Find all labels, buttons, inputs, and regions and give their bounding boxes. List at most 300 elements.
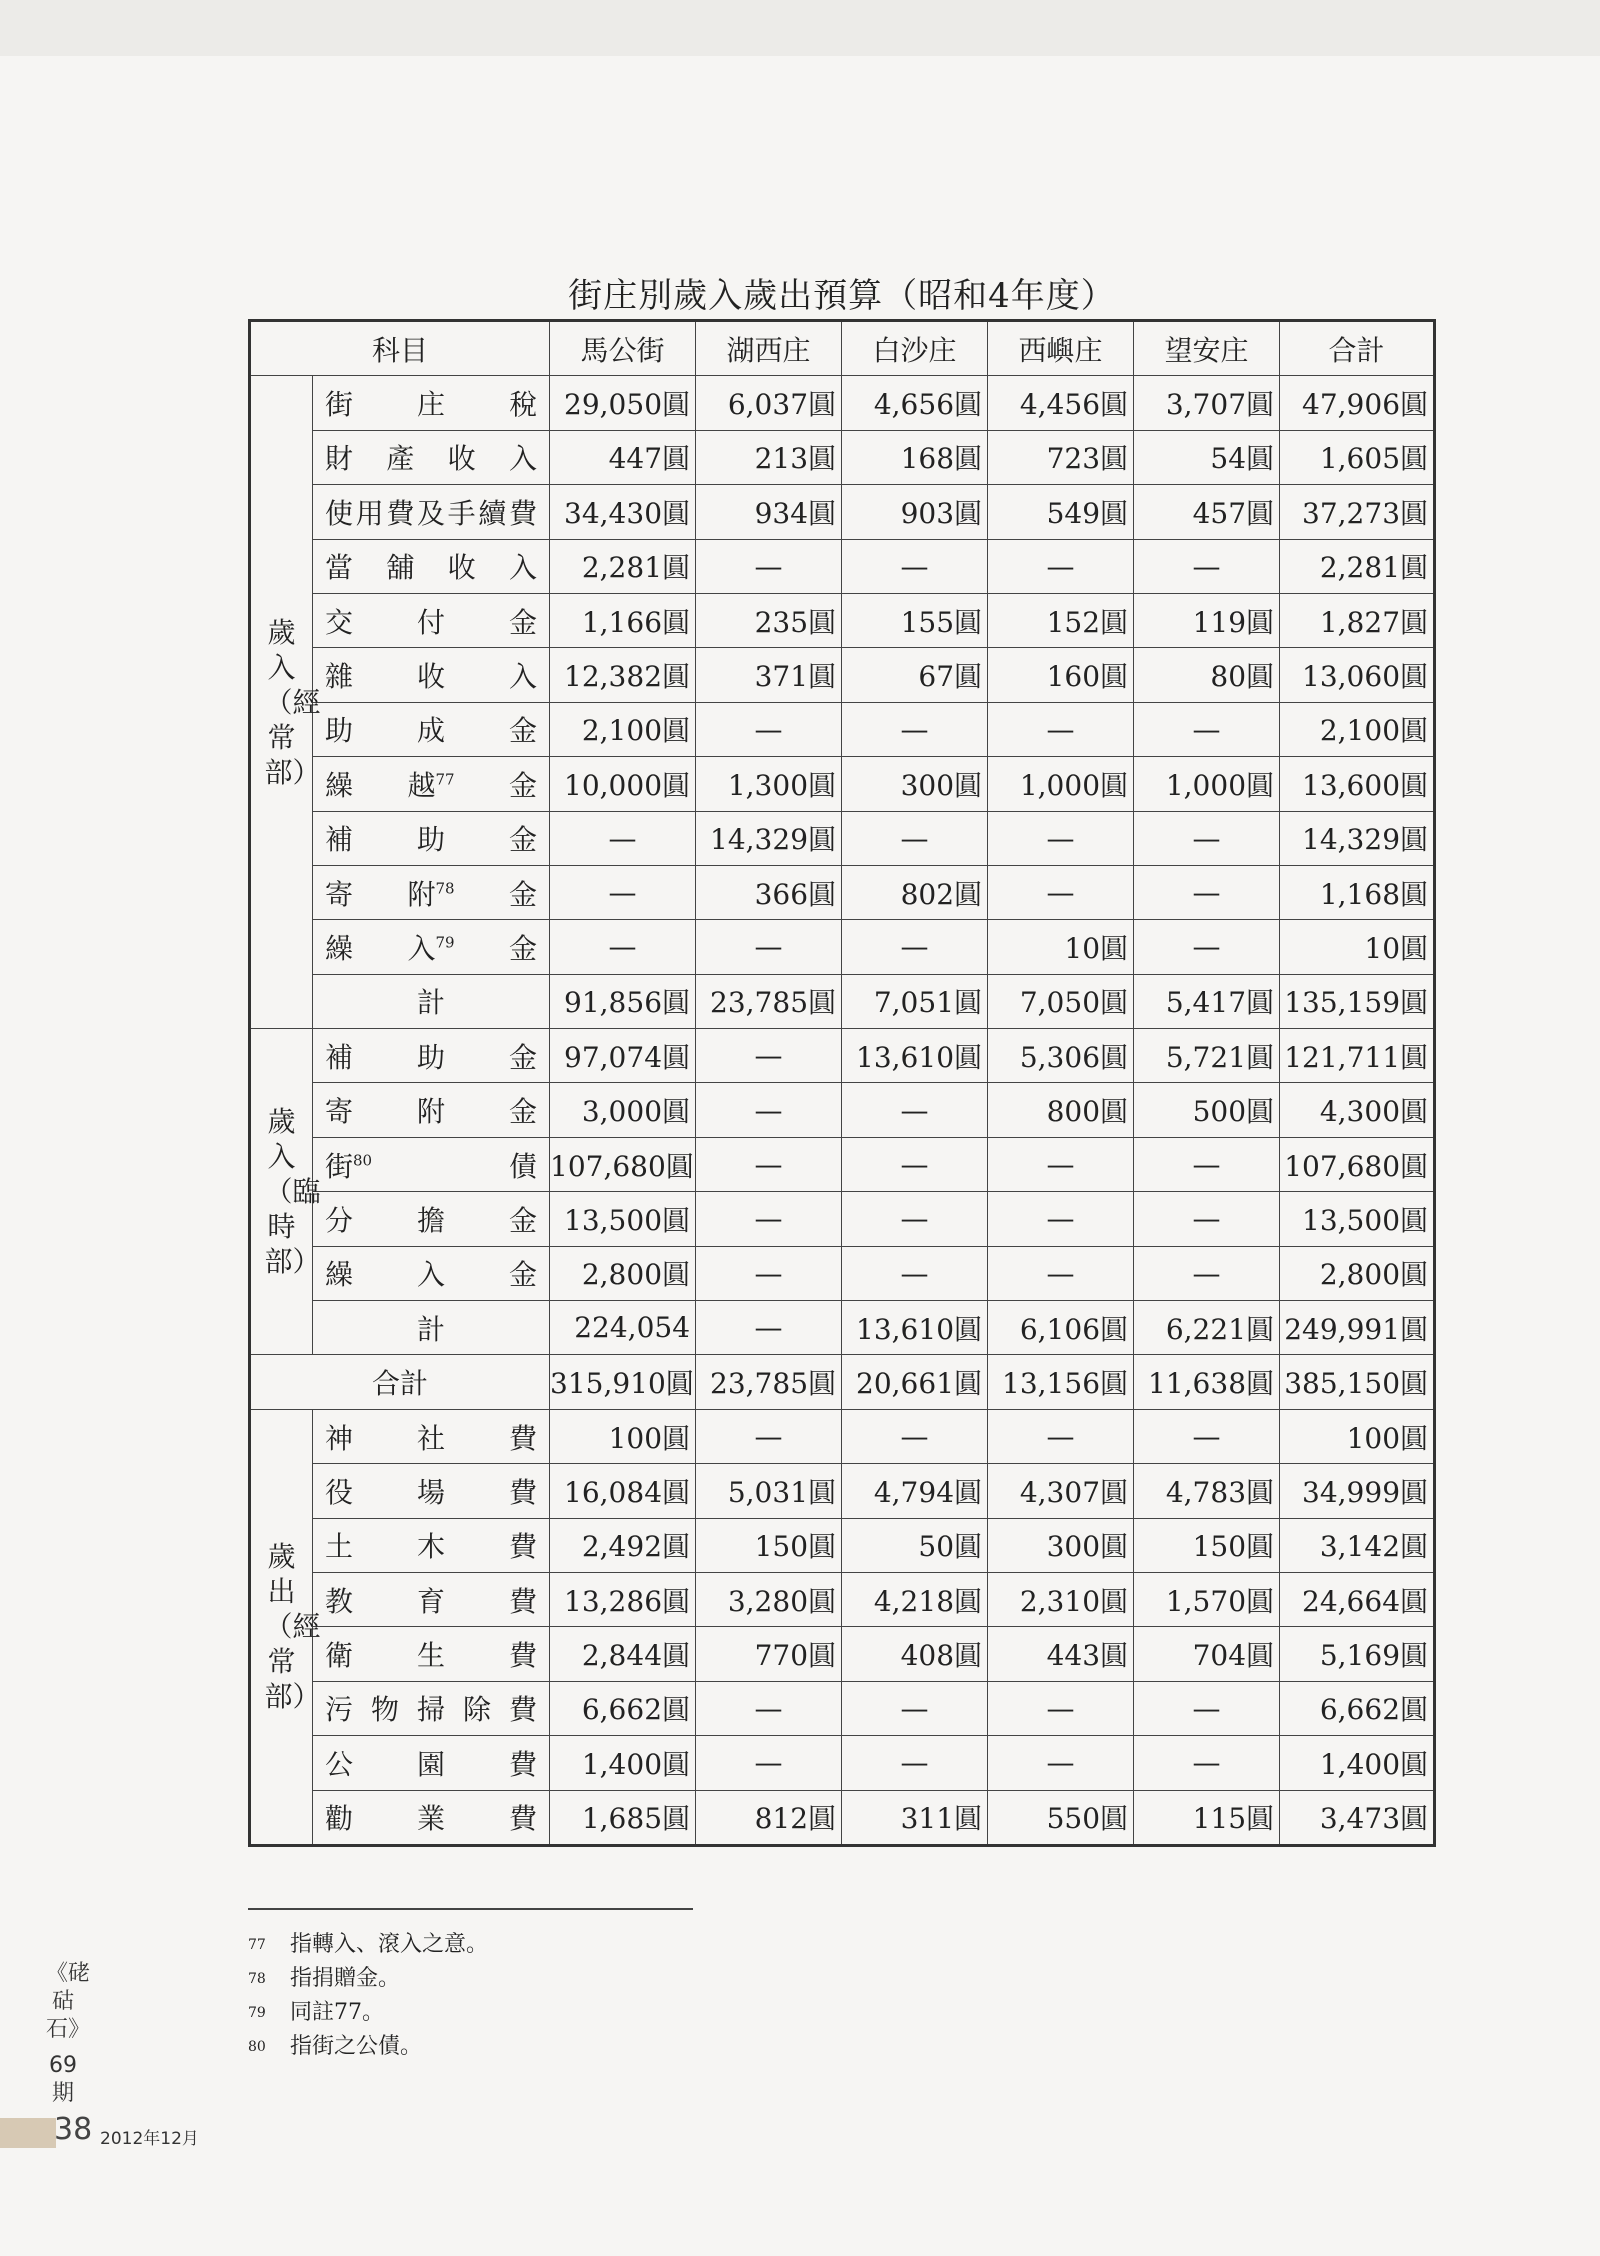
table-cell: 1,685圓 bbox=[550, 1790, 696, 1845]
table-cell: 6,037圓 bbox=[696, 376, 842, 430]
subject-char: 稅 bbox=[509, 388, 538, 422]
subject-char: 繰 bbox=[325, 931, 354, 965]
subject-char: 費 bbox=[509, 1693, 538, 1727]
table-cell: — bbox=[1134, 539, 1280, 593]
subject-label bbox=[325, 927, 537, 967]
subject-char: 生 bbox=[417, 1639, 446, 1673]
table-cell: 37,273圓 bbox=[1280, 485, 1435, 539]
subject-cell bbox=[313, 702, 550, 756]
table-cell: 3,000圓 bbox=[550, 1083, 696, 1137]
category-cell bbox=[250, 376, 321, 1029]
table-cell: — bbox=[988, 1681, 1134, 1735]
subject-char: 入$^{79}$ bbox=[407, 931, 455, 965]
table-cell: 311圓 bbox=[842, 1790, 988, 1845]
grand-total-label: 合計 bbox=[250, 1355, 550, 1409]
subject-char: 舖 bbox=[386, 551, 415, 585]
footnote bbox=[248, 1962, 488, 1996]
subject-char: 收 bbox=[417, 660, 446, 694]
subject-char: 木 bbox=[417, 1530, 446, 1564]
table-row bbox=[250, 376, 1435, 430]
table-row bbox=[250, 430, 1435, 484]
table-cell: — bbox=[696, 1083, 842, 1137]
budget-table bbox=[248, 319, 1436, 1847]
table-row bbox=[250, 1246, 1435, 1300]
table-row bbox=[250, 1790, 1435, 1845]
table-cell: 4,300圓 bbox=[1280, 1083, 1435, 1137]
subject-char: 場 bbox=[417, 1475, 446, 1509]
table-row bbox=[250, 811, 1435, 865]
subject-label bbox=[325, 1036, 537, 1076]
table-row bbox=[250, 1736, 1435, 1790]
table-cell: 4,218圓 bbox=[842, 1572, 988, 1626]
table-row bbox=[250, 539, 1435, 593]
subject-label bbox=[325, 764, 537, 804]
table-cell: 5,169圓 bbox=[1280, 1627, 1435, 1681]
table-cell: 213圓 bbox=[696, 430, 842, 484]
subject-char: 寄 bbox=[325, 1095, 354, 1129]
subject-cell bbox=[313, 430, 550, 484]
footnote bbox=[248, 1996, 488, 2030]
table-cell: — bbox=[988, 539, 1134, 593]
table-cell: 34,999圓 bbox=[1280, 1464, 1435, 1518]
subject-char: 金 bbox=[509, 1203, 538, 1237]
subject-char: 債 bbox=[509, 1149, 538, 1183]
table-cell: 3,473圓 bbox=[1280, 1790, 1435, 1845]
table-cell: 6,106圓 bbox=[988, 1301, 1134, 1355]
table-row bbox=[250, 1681, 1435, 1735]
table-cell: — bbox=[1134, 1192, 1280, 1246]
footnote-number: 78 bbox=[248, 1971, 266, 1987]
table-cell: — bbox=[842, 1681, 988, 1735]
table-row bbox=[250, 757, 1435, 811]
table-cell: 2,844圓 bbox=[550, 1627, 696, 1681]
subject-char: 成 bbox=[417, 714, 446, 748]
table-cell: 13,286圓 bbox=[550, 1572, 696, 1626]
table-cell: 14,329圓 bbox=[1280, 811, 1435, 865]
table-cell: 7,050圓 bbox=[988, 974, 1134, 1028]
subject-cell bbox=[313, 1137, 550, 1191]
page-number: 38 bbox=[54, 2112, 93, 2147]
table-cell: 4,456圓 bbox=[988, 376, 1134, 430]
footnote-separator bbox=[248, 1908, 693, 1910]
table-cell: 934圓 bbox=[696, 485, 842, 539]
subject-label bbox=[325, 1253, 537, 1293]
table-cell: 224,054 bbox=[550, 1301, 696, 1355]
subject-char: 費 bbox=[508, 496, 537, 530]
table-cell: 80圓 bbox=[1134, 648, 1280, 702]
table-cell: 1,400圓 bbox=[550, 1736, 696, 1790]
table-row bbox=[250, 702, 1435, 756]
subject-label bbox=[325, 1634, 537, 1674]
table-cell: 107,680圓 bbox=[550, 1137, 696, 1191]
subject-cell bbox=[313, 757, 550, 811]
table-cell: 152圓 bbox=[988, 593, 1134, 647]
subject-cell bbox=[313, 1790, 550, 1845]
table-cell: 408圓 bbox=[842, 1627, 988, 1681]
subject-char: 助 bbox=[325, 714, 354, 748]
subject-char: 助 bbox=[417, 823, 446, 857]
table-cell: — bbox=[1134, 702, 1280, 756]
footnote-ref: 77 bbox=[435, 770, 455, 789]
journal-name: 《硓𥑮石》 bbox=[46, 1961, 91, 2042]
subject-cell bbox=[313, 811, 550, 865]
table-cell: 1,000圓 bbox=[988, 757, 1134, 811]
footnote-ref: 79 bbox=[435, 933, 455, 952]
footnote-text: 指轉入、滾入之意。 bbox=[290, 1932, 489, 1957]
header-cell: 合計 bbox=[1280, 321, 1435, 376]
header-subject: 科目 bbox=[250, 321, 550, 376]
table-cell: 1,827圓 bbox=[1280, 593, 1435, 647]
category-cell bbox=[250, 1409, 321, 1845]
table-cell: 13,156圓 bbox=[988, 1355, 1134, 1409]
subject-char: 附 bbox=[417, 1095, 446, 1129]
table-cell: 10圓 bbox=[1280, 920, 1435, 974]
table-cell: 23,785圓 bbox=[696, 1355, 842, 1409]
table-cell: — bbox=[842, 1409, 988, 1463]
table-cell: — bbox=[1134, 1736, 1280, 1790]
table-cell: 14,329圓 bbox=[696, 811, 842, 865]
subject-label bbox=[325, 1417, 537, 1457]
footnote-ref: 78 bbox=[435, 879, 455, 898]
scan-top-band bbox=[0, 0, 1600, 56]
table-cell: 457圓 bbox=[1134, 485, 1280, 539]
subject-label bbox=[325, 1525, 537, 1565]
table-cell: — bbox=[696, 1246, 842, 1300]
subject-char: 金 bbox=[509, 605, 538, 639]
footnote-number: 80 bbox=[248, 2039, 266, 2055]
table-cell: 903圓 bbox=[842, 485, 988, 539]
table-cell: — bbox=[988, 1137, 1134, 1191]
subject-cell bbox=[313, 1627, 550, 1681]
subject-char: 除 bbox=[463, 1693, 492, 1727]
subject-char: 補 bbox=[325, 823, 354, 857]
table-cell: — bbox=[988, 865, 1134, 919]
footnotes bbox=[248, 1928, 488, 2064]
subject-char: 金 bbox=[509, 1258, 538, 1292]
subject-label bbox=[325, 1688, 537, 1728]
subject-char: 收 bbox=[447, 551, 476, 585]
table-cell: — bbox=[988, 702, 1134, 756]
subject-char: 掃 bbox=[417, 1693, 446, 1727]
table-row bbox=[250, 1464, 1435, 1518]
table-cell: 1,000圓 bbox=[1134, 757, 1280, 811]
subject-label bbox=[325, 1471, 537, 1511]
subject-char: 費 bbox=[509, 1584, 538, 1618]
table-cell: 300圓 bbox=[988, 1518, 1134, 1572]
table-cell: 2,800圓 bbox=[1280, 1246, 1435, 1300]
subject-label bbox=[325, 655, 537, 695]
subject-char: 街$^{80}$ bbox=[325, 1149, 373, 1183]
category-label: 歲出（經常部） bbox=[264, 1540, 321, 1714]
subject-char: 社 bbox=[417, 1421, 446, 1455]
table-cell: 2,281圓 bbox=[1280, 539, 1435, 593]
header-cell: 西嶼庄 bbox=[988, 321, 1134, 376]
subject-cell bbox=[313, 1192, 550, 1246]
table-cell: 800圓 bbox=[988, 1083, 1134, 1137]
table-cell: — bbox=[842, 1137, 988, 1191]
table-cell: 1,300圓 bbox=[696, 757, 842, 811]
table-cell: 54圓 bbox=[1134, 430, 1280, 484]
subject-char: 費 bbox=[509, 1747, 538, 1781]
subject-cell bbox=[313, 539, 550, 593]
subject-label bbox=[325, 492, 537, 532]
table-cell: 812圓 bbox=[696, 1790, 842, 1845]
subject-char: 費 bbox=[509, 1802, 538, 1836]
header-cell: 白沙庄 bbox=[842, 321, 988, 376]
table-cell: 16,084圓 bbox=[550, 1464, 696, 1518]
subject-char: 產 bbox=[386, 442, 415, 476]
subject-char: 用 bbox=[355, 496, 384, 530]
table-row bbox=[250, 1192, 1435, 1246]
table-cell: 12,382圓 bbox=[550, 648, 696, 702]
subject-char: 費 bbox=[509, 1421, 538, 1455]
table-cell: 5,031圓 bbox=[696, 1464, 842, 1518]
subject-label bbox=[325, 709, 537, 749]
table-cell: 235圓 bbox=[696, 593, 842, 647]
subject-label bbox=[325, 1743, 537, 1783]
table-title: 街庄別歲入歲出預算（昭和4年度） bbox=[568, 276, 1116, 316]
subject-char: 雜 bbox=[325, 660, 354, 694]
table-cell: 121,711圓 bbox=[1280, 1029, 1435, 1083]
table-cell: 135,159圓 bbox=[1280, 974, 1435, 1028]
table-cell: 13,060圓 bbox=[1280, 648, 1435, 702]
table-cell: 1,605圓 bbox=[1280, 430, 1435, 484]
table-row bbox=[250, 865, 1435, 919]
table-cell: — bbox=[696, 539, 842, 593]
subject-char: 費 bbox=[509, 1639, 538, 1673]
table-cell: — bbox=[696, 1029, 842, 1083]
table-cell: 723圓 bbox=[988, 430, 1134, 484]
subject-char: 教 bbox=[325, 1584, 354, 1618]
table-cell: — bbox=[988, 1736, 1134, 1790]
subtotal-label: 計 bbox=[313, 974, 550, 1028]
table-row bbox=[250, 593, 1435, 647]
table-cell: 802圓 bbox=[842, 865, 988, 919]
footnote-number: 79 bbox=[248, 2005, 266, 2021]
table-cell: 10,000圓 bbox=[550, 757, 696, 811]
subject-char: 園 bbox=[417, 1747, 446, 1781]
table-cell: 10圓 bbox=[988, 920, 1134, 974]
subject-char: 庄 bbox=[417, 388, 446, 422]
table-cell: 704圓 bbox=[1134, 1627, 1280, 1681]
subject-char: 付 bbox=[417, 605, 446, 639]
table-cell: — bbox=[842, 1192, 988, 1246]
table-cell: 770圓 bbox=[696, 1627, 842, 1681]
subject-char: 金 bbox=[509, 823, 538, 857]
subject-char: 神 bbox=[325, 1421, 354, 1455]
table-cell: 100圓 bbox=[1280, 1409, 1435, 1463]
table-cell: 443圓 bbox=[988, 1627, 1134, 1681]
subject-char: 金 bbox=[509, 1095, 538, 1129]
table-cell: — bbox=[988, 1192, 1134, 1246]
table-cell: — bbox=[842, 920, 988, 974]
subject-label bbox=[325, 601, 537, 641]
journal-side-label bbox=[46, 1960, 91, 2108]
table-cell: 4,794圓 bbox=[842, 1464, 988, 1518]
table-cell: 6,662圓 bbox=[1280, 1681, 1435, 1735]
table-cell: 34,430圓 bbox=[550, 485, 696, 539]
table-cell: 2,310圓 bbox=[988, 1572, 1134, 1626]
subject-char: 及 bbox=[416, 496, 445, 530]
grand-total-row bbox=[250, 1355, 1435, 1409]
table-cell: — bbox=[696, 1137, 842, 1191]
table-row bbox=[250, 1137, 1435, 1191]
footnote-ref: 80 bbox=[353, 1151, 373, 1170]
subject-label bbox=[325, 1797, 537, 1837]
table-cell: 3,280圓 bbox=[696, 1572, 842, 1626]
subject-char: 越$^{77}$ bbox=[407, 768, 455, 802]
subject-char: 助 bbox=[417, 1040, 446, 1074]
table-cell: 155圓 bbox=[842, 593, 988, 647]
subject-cell bbox=[313, 1736, 550, 1790]
table-cell: — bbox=[550, 811, 696, 865]
table-cell: 115圓 bbox=[1134, 1790, 1280, 1845]
table-cell: — bbox=[696, 1409, 842, 1463]
subject-char: 附$^{78}$ bbox=[407, 877, 455, 911]
subject-cell bbox=[313, 1029, 550, 1083]
table-cell: 7,051圓 bbox=[842, 974, 988, 1028]
table-cell: — bbox=[1134, 1681, 1280, 1735]
table-cell: — bbox=[988, 1246, 1134, 1300]
subject-cell bbox=[313, 1083, 550, 1137]
category-label: 歲入（臨時部） bbox=[264, 1105, 321, 1279]
table-row bbox=[250, 1627, 1435, 1681]
subject-cell bbox=[313, 593, 550, 647]
subject-char: 污 bbox=[325, 1693, 354, 1727]
subject-char: 寄 bbox=[325, 877, 354, 911]
table-cell: 4,656圓 bbox=[842, 376, 988, 430]
table-cell: 385,150圓 bbox=[1280, 1355, 1435, 1409]
table-cell: 20,661圓 bbox=[842, 1355, 988, 1409]
subject-char: 街 bbox=[325, 388, 354, 422]
table-cell: 67圓 bbox=[842, 648, 988, 702]
subtotal-row bbox=[250, 1301, 1435, 1355]
table-cell: 2,281圓 bbox=[550, 539, 696, 593]
subject-cell bbox=[313, 1409, 550, 1463]
header-cell: 湖西庄 bbox=[696, 321, 842, 376]
table-cell: 13,500圓 bbox=[1280, 1192, 1435, 1246]
table-cell: — bbox=[1134, 811, 1280, 865]
header-row bbox=[250, 321, 1435, 376]
table-cell: 1,166圓 bbox=[550, 593, 696, 647]
table-cell: 2,100圓 bbox=[550, 702, 696, 756]
subject-cell bbox=[313, 865, 550, 919]
table-cell: 23,785圓 bbox=[696, 974, 842, 1028]
table-cell: — bbox=[988, 811, 1134, 865]
subject-char: 勸 bbox=[325, 1802, 354, 1836]
table-cell: 107,680圓 bbox=[1280, 1137, 1435, 1191]
table-cell: 366圓 bbox=[696, 865, 842, 919]
category-label: 歲入（經常部） bbox=[264, 615, 321, 789]
subject-cell bbox=[313, 1246, 550, 1300]
subject-char: 入 bbox=[509, 660, 538, 694]
table-cell: 2,492圓 bbox=[550, 1518, 696, 1572]
subject-label bbox=[325, 1199, 537, 1239]
subject-cell bbox=[313, 485, 550, 539]
table-cell: — bbox=[696, 1192, 842, 1246]
table-cell: 13,500圓 bbox=[550, 1192, 696, 1246]
table-cell: 24,664圓 bbox=[1280, 1572, 1435, 1626]
subject-label bbox=[325, 873, 537, 913]
table-cell: 50圓 bbox=[842, 1518, 988, 1572]
subject-char: 續 bbox=[478, 496, 507, 530]
footnote-number: 77 bbox=[248, 1937, 266, 1953]
table-cell: — bbox=[1134, 1246, 1280, 1300]
table-cell: 5,306圓 bbox=[988, 1029, 1134, 1083]
table-cell: — bbox=[842, 1083, 988, 1137]
table-row bbox=[250, 1083, 1435, 1137]
subject-char: 業 bbox=[417, 1802, 446, 1836]
table-cell: — bbox=[1134, 1409, 1280, 1463]
table-row bbox=[250, 1572, 1435, 1626]
page-number-bar bbox=[0, 2118, 56, 2148]
subject-char: 入 bbox=[417, 1258, 446, 1292]
table-cell: 371圓 bbox=[696, 648, 842, 702]
table-cell: — bbox=[696, 920, 842, 974]
table-cell: — bbox=[1134, 1137, 1280, 1191]
subject-char: 衛 bbox=[325, 1639, 354, 1673]
table-cell: — bbox=[550, 920, 696, 974]
table-cell: — bbox=[1134, 920, 1280, 974]
table-cell: 150圓 bbox=[696, 1518, 842, 1572]
subject-char: 金 bbox=[509, 877, 538, 911]
footnote-text: 指街之公債。 bbox=[290, 2034, 423, 2059]
table-cell: — bbox=[696, 1736, 842, 1790]
table-cell: 5,417圓 bbox=[1134, 974, 1280, 1028]
table-cell: 315,910圓 bbox=[550, 1355, 696, 1409]
table-cell: 29,050圓 bbox=[550, 376, 696, 430]
subject-label bbox=[325, 1145, 537, 1185]
table-cell: 500圓 bbox=[1134, 1083, 1280, 1137]
subtotal-row bbox=[250, 974, 1435, 1028]
table-row bbox=[250, 648, 1435, 702]
table-cell: — bbox=[696, 702, 842, 756]
subject-char: 土 bbox=[325, 1530, 354, 1564]
subject-cell bbox=[313, 376, 550, 430]
table-cell: 100圓 bbox=[550, 1409, 696, 1463]
subject-cell bbox=[313, 648, 550, 702]
table-cell: — bbox=[842, 702, 988, 756]
subject-cell bbox=[313, 1681, 550, 1735]
footnote bbox=[248, 2030, 488, 2064]
table-cell: 447圓 bbox=[550, 430, 696, 484]
table-row bbox=[250, 1029, 1435, 1083]
table-row bbox=[250, 485, 1435, 539]
table-cell: 300圓 bbox=[842, 757, 988, 811]
subject-char: 物 bbox=[371, 1693, 400, 1727]
header-cell: 馬公街 bbox=[550, 321, 696, 376]
table-cell: 11,638圓 bbox=[1134, 1355, 1280, 1409]
table-cell: 249,991圓 bbox=[1280, 1301, 1435, 1355]
table-cell: 13,610圓 bbox=[842, 1301, 988, 1355]
table-cell: 119圓 bbox=[1134, 593, 1280, 647]
table-row bbox=[250, 920, 1435, 974]
subject-char: 費 bbox=[386, 496, 415, 530]
table-cell: — bbox=[696, 1681, 842, 1735]
subject-label bbox=[325, 383, 537, 423]
table-cell: 4,783圓 bbox=[1134, 1464, 1280, 1518]
table-cell: 1,168圓 bbox=[1280, 865, 1435, 919]
subtotal-label: 計 bbox=[313, 1301, 550, 1355]
subject-char: 費 bbox=[509, 1530, 538, 1564]
table-cell: — bbox=[842, 1246, 988, 1300]
subject-char: 財 bbox=[325, 442, 354, 476]
subject-char: 分 bbox=[325, 1203, 354, 1237]
table-cell: 1,400圓 bbox=[1280, 1736, 1435, 1790]
subject-label bbox=[325, 546, 537, 586]
subject-char: 公 bbox=[325, 1747, 354, 1781]
table-cell: 160圓 bbox=[988, 648, 1134, 702]
